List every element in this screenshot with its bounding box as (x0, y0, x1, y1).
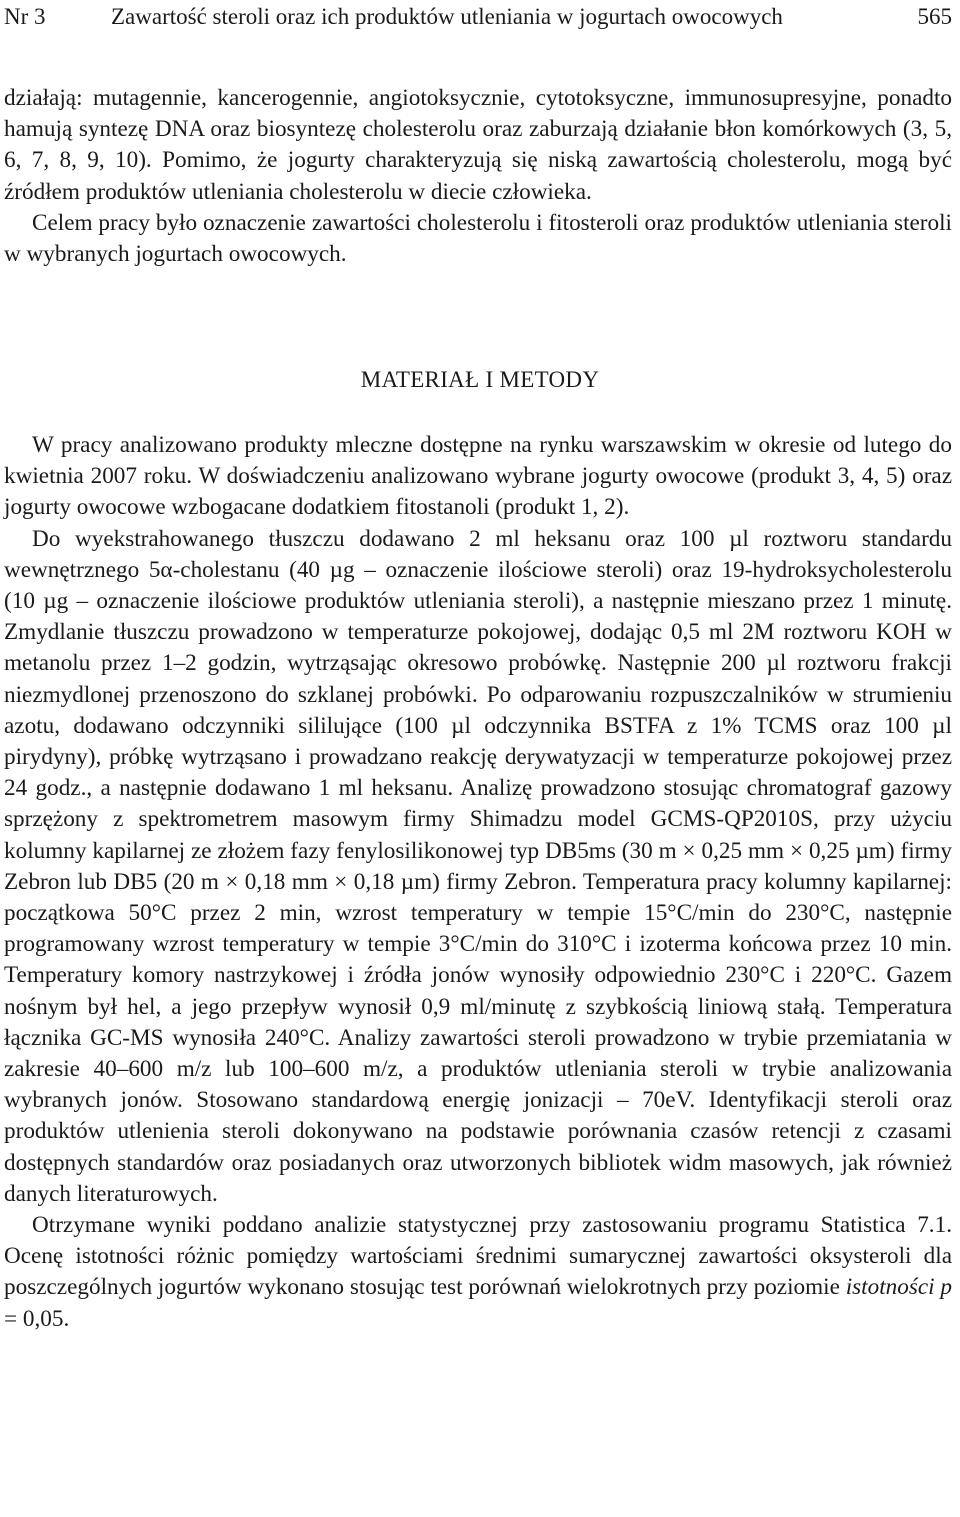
methods-paragraph-3 (4, 1210, 952, 1335)
methods-paragraph-3-end: = 0,05. (4, 1305, 70, 1332)
issue-number: Nr 3 (4, 4, 46, 29)
methods-section (4, 430, 952, 1335)
methods-paragraph-3-text: Otrzymane wyniki poddano analizie statystycznej przy zastosowaniu programu Statistica 7.1. Ocenę istotności różnic pomiędzy wartościami średnimi sumarycznej zawartości oksysteroli dla poszczególnych jogurtów wykonano stosując test porównań wielokrotnych przy poziomie (4, 1212, 952, 1301)
methods-paragraph-1: W pracy analizowano produkty mleczne dostępne na rynku warszawskim w okresie od lutego do kwietnia 2007 roku. W doświadczeniu analizowano wybrane jogurty owocowe (produkt 3, 4, 5) oraz jogurty owocowe wzbogacane dodatkiem fitostanoli (produkt 1, 2). (4, 432, 952, 521)
intro-paragraph-1: działają: mutagennie, kancerogennie, angiotoksycznie, cytotoksyczne, immunosupresyjne, ponadto hamują syntezę DNA oraz biosyntezę cholesterolu oraz zaburzają działanie błon komórkowych (3, 5, 6, 7, 8, 9, 10). Pomimo, że jogurty charakteryzują się niską zawartością cholesterolu, mogą być źródłem produktów utleniania cholesterolu w diecie człowieka. (4, 85, 952, 205)
running-header (4, 0, 952, 30)
methods-paragraph-2: Do wyekstrahowanego tłuszczu dodawano 2 ml heksanu oraz 100 µl roztworu standardu wewnętrznego 5α-cholestanu (40 µg – oznaczenie ilościowe steroli) oraz 19-hydroksycholesterolu (10 µg – oznaczenie ilościowe produktów utleniania steroli), a następnie mieszano przez 1 minutę. Zmydlanie tłuszczu prowadzono w temperaturze pokojowej, dodając 0,5 ml 2M roztworu KOH w metanolu przez 1–2 godzin, wytrząsając okresowo probówkę. Następnie 200 µl roztworu frakcji niezmydlonej przenoszono do szklanej probówki. Po odparowaniu rozpuszczalników w strumieniu azotu, dodawano odczynniki sililujące (100 µl odczynnika BSTFA z 1% TCMS oraz 100 µl pirydyny), próbkę wytrząsano i prowadzano reakcję derywatyzacji w temperaturze pokojowej przez 24 godz., a następnie dodawano 1 ml heksanu. Analizę prowadzono stosując chromatograf gazowy sprzężony z spektrometrem masowym firmy Shimadzu model GCMS-QP2010S, przy użyciu kolumny kapilarnej ze złożem fazy fenylosilikonowej typ DB5ms (30 m × 0,25 mm × 0,25 µm) firmy Zebron lub DB5 (20 m × 0,18 mm × 0,18 µm) firmy Zebron. Temperatura pracy kolumny kapilarnej: początkowa 50°C przez 2 min, wzrost temperatury w tempie 15°C/min do 230°C, następnie programowany wzrost temperatury w tempie 3°C/min do 310°C i izoterma końcowa przez 10 min. Temperatury komory nastrzykowej i źródła jonów wynosiły odpowiednio 230°C i 220°C. Gazem nośnym był hel, a jego przepływ wynosił 0,9 ml/minutę z szybkością liniową stałą. Temperatura łącznika GC-MS wynosiła 240°C. Analizy zawartości steroli prowadzono w trybie przemiatania w zakresie 40–600 m/z lub 100–600 m/z, a produktów utleniania steroli w trybie analizowania wybranych jonów. Stosowano standardową energię jonizacji – 70eV. Identyfikacji steroli oraz produktów utlenienia steroli dokonywano na podstawie porównania czasów retencji z czasami dostępnych standardów oraz posiadanych oraz utworzonych bibliotek widm masowych, jak również danych literaturowych. (4, 525, 952, 1207)
intro-paragraph-2: Celem pracy było oznaczenie zawartości cholesterolu i fitosteroli oraz produktów utleniania steroli w wybranych jogurtach owocowych. (4, 209, 952, 268)
page-number: 565 (917, 4, 952, 29)
section-heading: MATERIAŁ I METODY (360, 367, 600, 392)
methods-paragraph-3-italic: istotności p (845, 1274, 953, 1301)
running-title: Zawartość steroli oraz ich produktów utleniania w jogurtach owocowych (111, 4, 783, 29)
intro-section (4, 83, 952, 270)
